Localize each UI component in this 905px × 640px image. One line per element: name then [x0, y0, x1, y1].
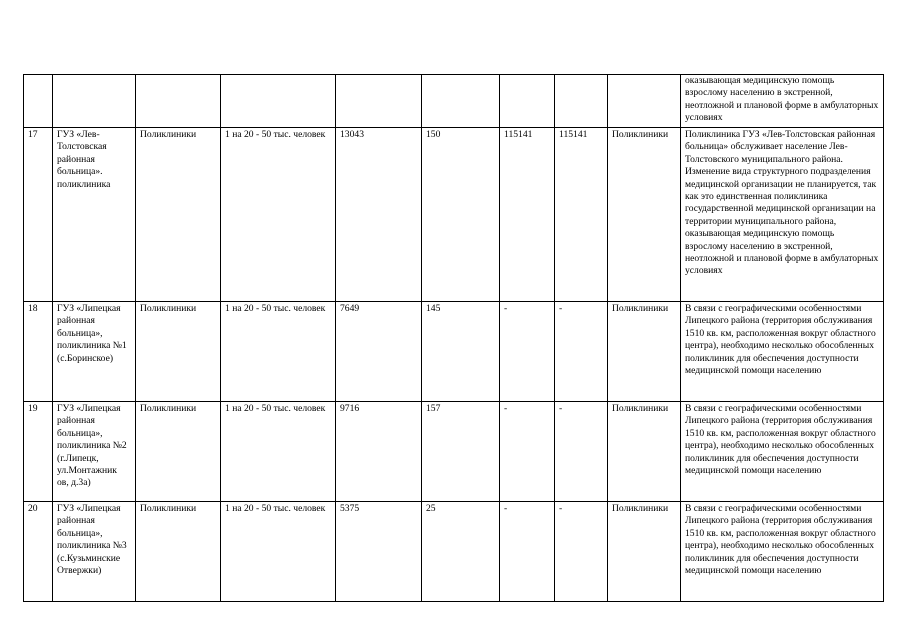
norm-cell: 1 на 20 - 50 тыс. человек	[221, 502, 336, 602]
organization-cell: ГУЗ «Липецкая районная больница», поликлиника №2 (г.Липецк, ул.Монтажник ов, д.3а)	[53, 402, 136, 502]
norm-cell: 1 на 20 - 50 тыс. человек	[221, 402, 336, 502]
unit-type-cell: Поликлиники	[136, 128, 221, 302]
note-cell: В связи с географическими особенностями Липецкого района (территория обслуживания 1510 кв. км, расположенная вокруг областного центра), необходимо несколько обособленных поликлиник для обеспечения доступности медицинской помощи населению	[681, 402, 884, 502]
facilities-table	[23, 74, 884, 602]
table-row	[24, 128, 884, 302]
value-cell-8: -	[555, 402, 608, 502]
organization-cell: ГУЗ «Липецкая районная больница», поликлиника №3 (с.Кузьминские Отвержки)	[53, 502, 136, 602]
unit-type-cell: Поликлиники	[136, 402, 221, 502]
value-cell-7: -	[500, 302, 555, 402]
table-row	[24, 402, 884, 502]
organization-cell: ГУЗ «Лев-Толстовская районная больница». поликлиника	[53, 128, 136, 302]
norm-cell: 1 на 20 - 50 тыс. человек	[221, 302, 336, 402]
form-cell: Поликлиники	[608, 128, 681, 302]
value-cell-8: -	[555, 302, 608, 402]
form-cell: Поликлиники	[608, 502, 681, 602]
note-cell: В связи с географическими особенностями Липецкого района (территория обслуживания 1510 кв. км, расположенная вокруг областного центра), необходимо несколько обособленных поликлиник для обеспечения доступности медицинской помощи населению	[681, 302, 884, 402]
note-cell: Поликлиника ГУЗ «Лев-Толстовская районная больница» обслуживает население Лев-Толстовского муниципального района. Изменение вида структурного подразделения медицинской организации не планируется, так как это единственная поликлиника государственной медицинской организации на территории муниципального района, оказывающая медицинскую помощь взрослому населению в экстренной, неотложной и плановой форме в амбулаторных условиях	[681, 128, 884, 302]
population-cell: 13043	[336, 128, 422, 302]
population-cell: 5375	[336, 502, 422, 602]
row-number: 19	[24, 402, 53, 502]
population-cell: 9716	[336, 402, 422, 502]
table-row	[24, 502, 884, 602]
table-row	[24, 302, 884, 402]
unit-type-cell: Поликлиники	[136, 302, 221, 402]
unit-type-cell: Поликлиники	[136, 502, 221, 602]
organization-cell: ГУЗ «Липецкая районная больница», поликлиника №1 (с.Боринское)	[53, 302, 136, 402]
form-cell: Поликлиники	[608, 402, 681, 502]
table-row-continuation	[24, 75, 884, 128]
value-cell-7: -	[500, 402, 555, 502]
capacity-cell: 25	[422, 502, 500, 602]
value-cell-7: 115141	[500, 128, 555, 302]
row-number: 18	[24, 302, 53, 402]
value-cell-8: 115141	[555, 128, 608, 302]
row-number: 20	[24, 502, 53, 602]
population-cell: 7649	[336, 302, 422, 402]
note-cell: В связи с географическими особенностями Липецкого района (территория обслуживания 1510 кв. км, расположенная вокруг областного центра), необходимо несколько обособленных поликлиник для обеспечения доступности медицинской помощи населению	[681, 502, 884, 602]
capacity-cell: 145	[422, 302, 500, 402]
value-cell-7: -	[500, 502, 555, 602]
row-number: 17	[24, 128, 53, 302]
norm-cell: 1 на 20 - 50 тыс. человек	[221, 128, 336, 302]
form-cell: Поликлиники	[608, 302, 681, 402]
note-cell: оказывающая медицинскую помощь взрослому населению в экстренной, неотложной и плановой форме в амбулаторных условиях	[681, 75, 884, 128]
capacity-cell: 157	[422, 402, 500, 502]
value-cell-8: -	[555, 502, 608, 602]
capacity-cell: 150	[422, 128, 500, 302]
